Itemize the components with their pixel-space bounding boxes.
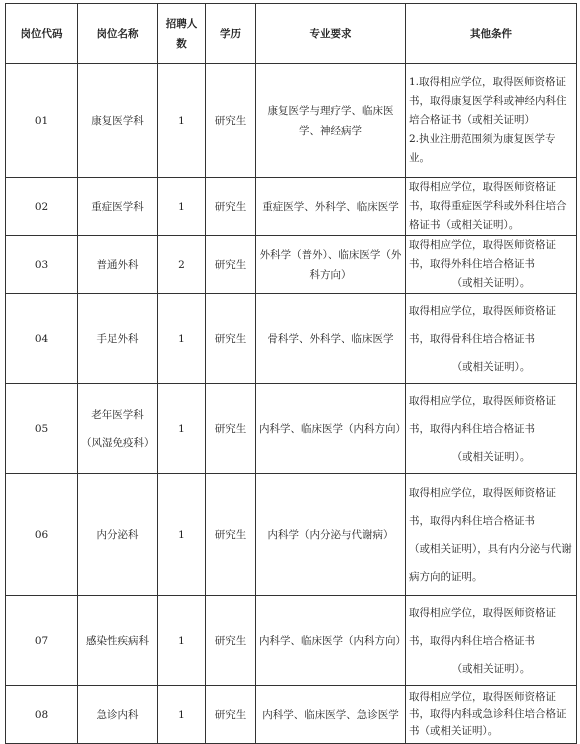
cell-condition [406,64,577,178]
cell-code: 06 [6,474,78,596]
condition-line: 取得相应学位，取得医师资格证书，取得内科住培合格证书 [409,486,556,527]
condition-line: 取得相应学位，取得医师资格证书，取得内科住培合格证书 [409,606,556,647]
cell-count: 1 [158,686,206,744]
condition-line: （或相关证明）。 [451,360,531,373]
condition-line: 取得相应学位，取得医师资格证书，取得骨科住培合格证书 [409,304,556,345]
condition-line: 1.取得相应学位，取得医师资格证书，取得康复医学科或神经内科住培合格证书（或相关证明） [409,76,567,126]
cell-code: 08 [6,686,78,744]
cell-code: 04 [6,294,78,384]
cell-degree: 研究生 [206,384,256,474]
cell-major: 内科学、临床医学、急诊医学 [256,686,406,744]
condition-line: 取得相应学位，取得医师资格证书，取得外科住培合格证书 [409,239,556,270]
cell-code: 03 [6,236,78,294]
cell-degree: 研究生 [206,596,256,686]
cell-major: 内科学、临床医学（内科方向） [256,384,406,474]
cell-major: 重症医学、外科学、临床医学 [256,178,406,236]
cell-count: 1 [158,474,206,596]
header-code: 岗位代码 [6,4,78,64]
cell-degree: 研究生 [206,686,256,744]
table-row [6,384,577,474]
cell-name: 手足外科 [78,294,158,384]
cell-name: 内分泌科 [78,474,158,596]
cell-code: 02 [6,178,78,236]
condition-line: 2.执业注册范围须为康复医学专业。 [409,133,556,164]
table-row [6,596,577,686]
condition-line: 取得相应学位，取得医师资格证书，取得内科住培合格证书 [409,394,556,435]
cell-degree: 研究生 [206,64,256,178]
cell-major: 外科学（普外）、临床医学（外科方向） [256,236,406,294]
table-row [6,236,577,294]
cell-major: 骨科学、外科学、临床医学 [256,294,406,384]
cell-major: 内科学（内分泌与代谢病） [256,474,406,596]
header-count: 招聘人数 [158,4,206,64]
cell-name: 感染性疾病科 [78,596,158,686]
cell-condition [406,236,577,294]
condition-line: 取得相应学位，取得医师资格证书，取得内科或急诊科住培合格证书（或相关证明）。 [409,691,567,737]
cell-count: 2 [158,236,206,294]
cell-count: 1 [158,384,206,474]
table-row [6,686,577,744]
condition-line: （或相关证明），具有内分泌与代谢病方向的证明。 [409,542,572,583]
cell-count: 1 [158,178,206,236]
cell-condition [406,178,577,236]
cell-name: 康复医学科 [78,64,158,178]
header-major: 专业要求 [256,4,406,64]
header-degree: 学历 [206,4,256,64]
condition-line: （或相关证明）。 [451,450,531,463]
cell-count: 1 [158,64,206,178]
table-row [6,178,577,236]
recruitment-table [5,3,577,744]
table-row [6,294,577,384]
condition-line: （或相关证明）。 [451,277,531,289]
cell-degree: 研究生 [206,236,256,294]
cell-condition [406,596,577,686]
cell-condition [406,294,577,384]
cell-code: 05 [6,384,78,474]
table-row [6,474,577,596]
header-row [6,4,577,64]
cell-degree: 研究生 [206,474,256,596]
cell-condition [406,474,577,596]
cell-condition [406,384,577,474]
header-condition: 其他条件 [406,4,577,64]
condition-line: 取得相应学位，取得医师资格证书，取得重症医学科或外科住培合格证书（或相关证明）。 [409,181,567,231]
cell-code: 01 [6,64,78,178]
header-name: 岗位名称 [78,4,158,64]
table-row [6,64,577,178]
cell-major: 内科学、临床医学（内科方向） [256,596,406,686]
cell-name: 急诊内科 [78,686,158,744]
cell-code: 07 [6,596,78,686]
cell-count: 1 [158,596,206,686]
cell-degree: 研究生 [206,294,256,384]
cell-name: 老年医学科（风湿免疫科） [78,384,158,474]
cell-degree: 研究生 [206,178,256,236]
cell-condition [406,686,577,744]
condition-line: （或相关证明）。 [451,662,531,675]
cell-count: 1 [158,294,206,384]
cell-name: 普通外科 [78,236,158,294]
cell-major: 康复医学与理疗学、临床医学、神经病学 [256,64,406,178]
cell-name: 重症医学科 [78,178,158,236]
